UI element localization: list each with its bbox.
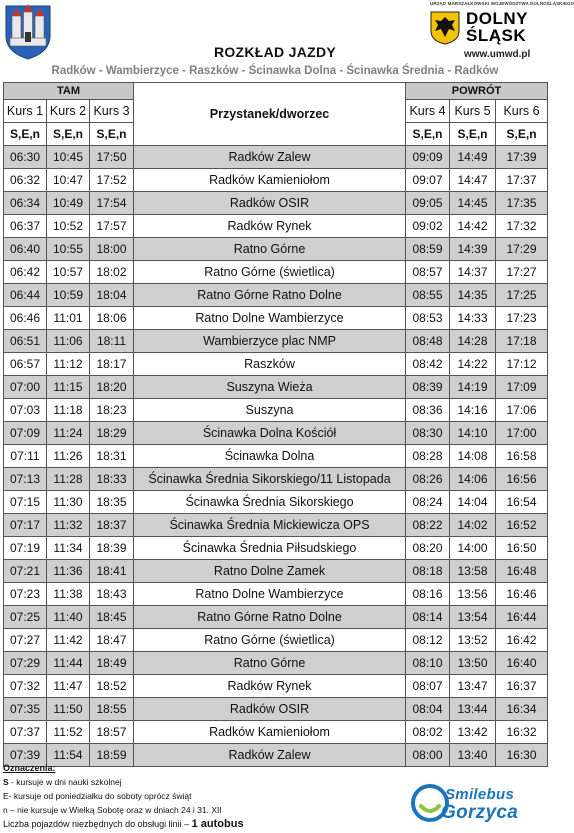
departure-time: 06:32: [4, 169, 47, 192]
vehicles-value: 1 autobus: [191, 818, 244, 830]
eagle-icon: [430, 11, 460, 45]
return-time: 16:32: [496, 721, 548, 744]
table-row: [4, 284, 548, 307]
table-row: [4, 583, 548, 606]
departure-time: 11:54: [47, 744, 90, 767]
departure-time: 07:29: [4, 652, 47, 675]
legend-item-s: [3, 775, 222, 789]
return-time: 13:40: [450, 744, 496, 767]
legend-title: Oznaczenia:: [3, 763, 56, 773]
return-time: 14:45: [450, 192, 496, 215]
departure-time: 11:40: [47, 606, 90, 629]
kurs-header: Kurs 4: [406, 100, 450, 123]
logo-word-slask: ŚLĄSK: [466, 26, 527, 45]
return-time: 16:46: [496, 583, 548, 606]
return-time: 14:37: [450, 261, 496, 284]
stop-name: Ścinawka Średnia Piłsudskiego: [134, 537, 406, 560]
departure-time: 17:54: [90, 192, 134, 215]
stop-name: Radków Rynek: [134, 675, 406, 698]
stop-name: Ratno Dolne Wambierzyce: [134, 307, 406, 330]
return-time: 08:02: [406, 721, 450, 744]
stop-name: Ścinawka Dolna Kościół: [134, 422, 406, 445]
return-time: 08:26: [406, 468, 450, 491]
kurs-header: Kurs 1: [4, 100, 47, 123]
return-time: 14:22: [450, 353, 496, 376]
departure-time: 11:32: [47, 514, 90, 537]
table-row: [4, 422, 548, 445]
return-time: 13:44: [450, 698, 496, 721]
departure-time: 18:55: [90, 698, 134, 721]
stop-name: Ratno Górne: [134, 652, 406, 675]
table-row: [4, 445, 548, 468]
departure-time: 06:42: [4, 261, 47, 284]
return-time: 16:42: [496, 629, 548, 652]
table-row: [4, 698, 548, 721]
logo-url: www.umwd.pl: [464, 49, 531, 60]
route-subtitle: Radków - Wambierzyce - Raszków - Ścinawka Dolna - Ścinawka Średnia - Radków: [51, 65, 499, 77]
stop-name: Ratno Górne Ratno Dolne: [134, 284, 406, 307]
table-row: [4, 468, 548, 491]
departure-time: 07:11: [4, 445, 47, 468]
departure-time: 18:31: [90, 445, 134, 468]
return-time: 16:48: [496, 560, 548, 583]
days-header: S,E,n: [4, 123, 47, 146]
legend: [3, 761, 222, 817]
table-row: [4, 330, 548, 353]
departure-time: 11:15: [47, 376, 90, 399]
departure-time: 11:50: [47, 698, 90, 721]
return-time: 08:07: [406, 675, 450, 698]
operator-name-1: Smilebus: [445, 786, 515, 803]
stop-column-header: Przystanek/dworzec: [134, 83, 406, 146]
departure-time: 10:47: [47, 169, 90, 192]
return-time: 09:07: [406, 169, 450, 192]
departure-time: 07:13: [4, 468, 47, 491]
table-row: [4, 606, 548, 629]
return-time: 14:04: [450, 491, 496, 514]
table-row: [4, 537, 548, 560]
return-time: 09:05: [406, 192, 450, 215]
return-time: 14:33: [450, 307, 496, 330]
return-time: 13:54: [450, 606, 496, 629]
return-time: 14:19: [450, 376, 496, 399]
departure-time: 18:49: [90, 652, 134, 675]
legend-text-s: - kursuje w dni nauki szkolnej: [8, 777, 122, 787]
group-header-powrot: POWRÓT: [406, 83, 548, 100]
departure-time: 11:12: [47, 353, 90, 376]
return-time: 16:37: [496, 675, 548, 698]
return-time: 17:39: [496, 146, 548, 169]
return-time: 08:55: [406, 284, 450, 307]
departure-time: 06:37: [4, 215, 47, 238]
return-time: 08:24: [406, 491, 450, 514]
stop-name: Suszyna: [134, 399, 406, 422]
return-time: 16:40: [496, 652, 548, 675]
departure-time: 11:42: [47, 629, 90, 652]
stop-name: Radków Zalew: [134, 744, 406, 767]
return-time: 08:28: [406, 445, 450, 468]
kurs-header: Kurs 2: [47, 100, 90, 123]
departure-time: 10:57: [47, 261, 90, 284]
return-time: 08:04: [406, 698, 450, 721]
departure-time: 11:26: [47, 445, 90, 468]
table-row: [4, 376, 548, 399]
stop-name: Radków Rynek: [134, 215, 406, 238]
legend-key-s: S: [3, 777, 9, 787]
departure-time: 17:57: [90, 215, 134, 238]
departure-time: 11:18: [47, 399, 90, 422]
return-time: 17:37: [496, 169, 548, 192]
timetable: [3, 82, 548, 767]
return-time: 08:57: [406, 261, 450, 284]
return-time: 17:09: [496, 376, 548, 399]
return-time: 13:47: [450, 675, 496, 698]
table-row: [4, 514, 548, 537]
departure-time: 07:00: [4, 376, 47, 399]
return-time: 08:42: [406, 353, 450, 376]
return-time: 08:39: [406, 376, 450, 399]
return-time: 08:20: [406, 537, 450, 560]
departure-time: 18:47: [90, 629, 134, 652]
logo-word-dolny: DOLNY: [466, 9, 528, 28]
return-time: 17:29: [496, 238, 548, 261]
departure-time: 18:37: [90, 514, 134, 537]
departure-time: 18:20: [90, 376, 134, 399]
departure-time: 18:29: [90, 422, 134, 445]
return-time: 08:53: [406, 307, 450, 330]
return-time: 16:50: [496, 537, 548, 560]
table-row: [4, 652, 548, 675]
return-time: 14:35: [450, 284, 496, 307]
departure-time: 10:55: [47, 238, 90, 261]
legend-item-e: E- kursuje od poniedziałku do soboty oprócz świąt: [3, 791, 192, 801]
return-time: 17:25: [496, 284, 548, 307]
stop-name: Radków Zalew: [134, 146, 406, 169]
group-header-tam: TAM: [4, 83, 134, 100]
departure-time: 06:51: [4, 330, 47, 353]
return-time: 14:42: [450, 215, 496, 238]
departure-time: 10:45: [47, 146, 90, 169]
return-time: 08:00: [406, 744, 450, 767]
days-header: S,E,n: [450, 123, 496, 146]
departure-time: 18:17: [90, 353, 134, 376]
departure-time: 06:46: [4, 307, 47, 330]
stop-name: Ścinawka Średnia Sikorskiego/11 Listopada: [134, 468, 406, 491]
departure-time: 18:52: [90, 675, 134, 698]
departure-time: 10:49: [47, 192, 90, 215]
page-title: ROZKŁAD JAZDY: [213, 44, 337, 60]
departure-time: 18:11: [90, 330, 134, 353]
return-time: 13:42: [450, 721, 496, 744]
return-time: 13:50: [450, 652, 496, 675]
return-time: 14:08: [450, 445, 496, 468]
departure-time: 18:04: [90, 284, 134, 307]
return-time: 16:30: [496, 744, 548, 767]
stop-name: Raszków: [134, 353, 406, 376]
departure-time: 06:30: [4, 146, 47, 169]
return-time: 16:54: [496, 491, 548, 514]
departure-time: 06:57: [4, 353, 47, 376]
vehicles-label: Liczba pojazdów niezbędnych do obsługi linii –: [3, 819, 192, 829]
table-row: [4, 353, 548, 376]
departure-time: 11:36: [47, 560, 90, 583]
table-row: [4, 215, 548, 238]
return-time: 13:56: [450, 583, 496, 606]
stop-name: Radków Kamieniołom: [134, 721, 406, 744]
departure-time: 11:52: [47, 721, 90, 744]
departure-time: 07:17: [4, 514, 47, 537]
table-row: [4, 192, 548, 215]
table-row: [4, 629, 548, 652]
departure-time: 07:23: [4, 583, 47, 606]
departure-time: 10:59: [47, 284, 90, 307]
departure-time: 11:01: [47, 307, 90, 330]
stop-name: Ratno Górne (świetlica): [134, 629, 406, 652]
return-time: 16:56: [496, 468, 548, 491]
stop-name: Radków OSIR: [134, 698, 406, 721]
return-time: 17:23: [496, 307, 548, 330]
departure-time: 07:09: [4, 422, 47, 445]
departure-time: 07:15: [4, 491, 47, 514]
stop-name: Ratno Górne Ratno Dolne: [134, 606, 406, 629]
return-time: 17:18: [496, 330, 548, 353]
return-time: 08:36: [406, 399, 450, 422]
departure-time: 18:33: [90, 468, 134, 491]
return-time: 08:18: [406, 560, 450, 583]
departure-time: 07:03: [4, 399, 47, 422]
return-time: 16:52: [496, 514, 548, 537]
return-time: 14:00: [450, 537, 496, 560]
vehicles-note: [3, 818, 244, 830]
departure-time: 07:39: [4, 744, 47, 767]
departure-time: 07:32: [4, 675, 47, 698]
return-time: 13:52: [450, 629, 496, 652]
departure-time: 07:19: [4, 537, 47, 560]
return-time: 14:28: [450, 330, 496, 353]
table-row: [4, 307, 548, 330]
departure-time: 18:57: [90, 721, 134, 744]
departure-time: 17:50: [90, 146, 134, 169]
departure-time: 18:23: [90, 399, 134, 422]
departure-time: 11:24: [47, 422, 90, 445]
departure-time: 11:38: [47, 583, 90, 606]
departure-time: 18:35: [90, 491, 134, 514]
logo-tagline: URZĄD MARSZAŁKOWSKI WOJEWÓDZTWA DOLNOŚLĄSKIEGO: [430, 1, 574, 6]
departure-time: 07:21: [4, 560, 47, 583]
return-time: 14:10: [450, 422, 496, 445]
departure-time: 18:41: [90, 560, 134, 583]
return-time: 17:27: [496, 261, 548, 284]
table-row: [4, 721, 548, 744]
return-time: 16:34: [496, 698, 548, 721]
stop-name: Radków OSIR: [134, 192, 406, 215]
departure-time: 07:37: [4, 721, 47, 744]
return-time: 14:06: [450, 468, 496, 491]
stop-name: Ścinawka Dolna: [134, 445, 406, 468]
return-time: 17:06: [496, 399, 548, 422]
return-time: 08:10: [406, 652, 450, 675]
departure-time: 18:43: [90, 583, 134, 606]
table-row: [4, 238, 548, 261]
days-header: S,E,n: [496, 123, 548, 146]
departure-time: 18:02: [90, 261, 134, 284]
days-header: S,E,n: [47, 123, 90, 146]
table-row: [4, 675, 548, 698]
return-time: 17:00: [496, 422, 548, 445]
table-row: [4, 261, 548, 284]
departure-time: 11:44: [47, 652, 90, 675]
legend-item-n: n – nie kursuje w Wielką Sobotę oraz w dniach 24 i 31. XII: [3, 805, 222, 815]
kurs-header: Kurs 6: [496, 100, 548, 123]
return-time: 16:44: [496, 606, 548, 629]
departure-time: 06:40: [4, 238, 47, 261]
departure-time: 11:28: [47, 468, 90, 491]
departure-time: 11:47: [47, 675, 90, 698]
departure-time: 18:45: [90, 606, 134, 629]
return-time: 09:09: [406, 146, 450, 169]
timetable-body: [4, 146, 548, 767]
departure-time: 07:27: [4, 629, 47, 652]
days-header: S,E,n: [406, 123, 450, 146]
table-row: [4, 146, 548, 169]
return-time: 14:02: [450, 514, 496, 537]
operator-name-2: Gorzyca: [441, 802, 519, 823]
departure-time: 11:30: [47, 491, 90, 514]
departure-time: 07:35: [4, 698, 47, 721]
kurs-header: Kurs 5: [450, 100, 496, 123]
return-time: 08:12: [406, 629, 450, 652]
stop-name: Suszyna Wieża: [134, 376, 406, 399]
return-time: 16:58: [496, 445, 548, 468]
table-row: [4, 491, 548, 514]
stop-name: Ratno Górne: [134, 238, 406, 261]
departure-time: 18:39: [90, 537, 134, 560]
return-time: 17:35: [496, 192, 548, 215]
return-time: 14:16: [450, 399, 496, 422]
kurs-header: Kurs 3: [90, 100, 134, 123]
return-time: 08:59: [406, 238, 450, 261]
return-time: 17:12: [496, 353, 548, 376]
stop-name: Ratno Górne (świetlica): [134, 261, 406, 284]
return-time: 08:16: [406, 583, 450, 606]
return-time: 17:32: [496, 215, 548, 238]
departure-time: 18:06: [90, 307, 134, 330]
return-time: 14:47: [450, 169, 496, 192]
return-time: 08:30: [406, 422, 450, 445]
return-time: 08:22: [406, 514, 450, 537]
operator-logo: [411, 782, 541, 828]
table-row: [4, 169, 548, 192]
table-row: [4, 399, 548, 422]
departure-time: 06:44: [4, 284, 47, 307]
return-time: 09:02: [406, 215, 450, 238]
departure-time: 17:52: [90, 169, 134, 192]
return-time: 14:39: [450, 238, 496, 261]
departure-time: 11:34: [47, 537, 90, 560]
return-time: 13:58: [450, 560, 496, 583]
departure-time: 18:00: [90, 238, 134, 261]
stop-name: Radków Kamieniołom: [134, 169, 406, 192]
return-time: 14:49: [450, 146, 496, 169]
table-row: [4, 560, 548, 583]
days-header: S,E,n: [90, 123, 134, 146]
stop-name: Ratno Dolne Zamek: [134, 560, 406, 583]
departure-time: 07:25: [4, 606, 47, 629]
stop-name: Ścinawka Średnia Sikorskiego: [134, 491, 406, 514]
departure-time: 18:59: [90, 744, 134, 767]
stop-name: Wambierzyce plac NMP: [134, 330, 406, 353]
departure-time: 06:34: [4, 192, 47, 215]
stop-name: Ratno Dolne Wambierzyce: [134, 583, 406, 606]
return-time: 08:14: [406, 606, 450, 629]
departure-time: 10:52: [47, 215, 90, 238]
departure-time: 11:06: [47, 330, 90, 353]
stop-name: Ścinawka Średnia Mickiewicza OPS: [134, 514, 406, 537]
return-time: 08:48: [406, 330, 450, 353]
